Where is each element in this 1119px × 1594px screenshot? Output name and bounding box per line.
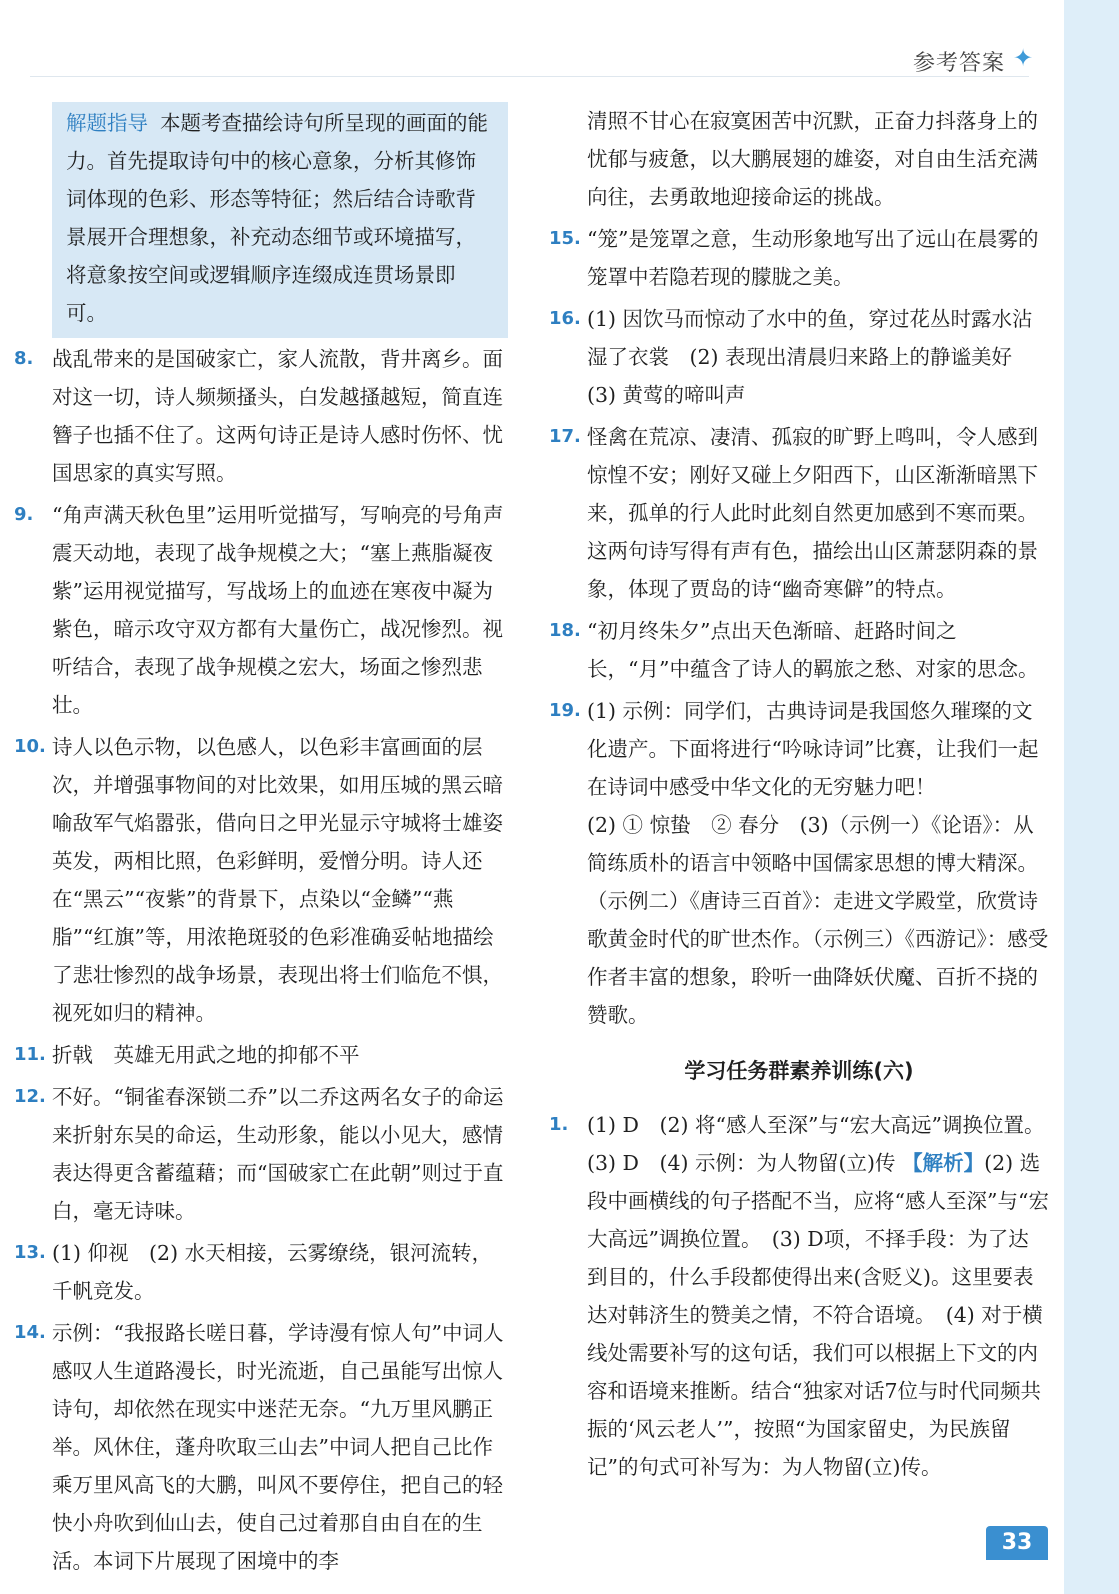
- answer-text: 战乱带来的是国破家亡，家人流散，背井离乡。面对这一切，诗人频频搔头，白发越搔越短，简直连簪子也插不住了。这两句诗正是诗人感时伤怀、忧国思家的真实写照。: [52, 347, 503, 485]
- answer-14-continuation: 清照不甘心在寂寞困苦中沉默，正奋力抖落身上的忧郁与疲惫，以大鹏展翅的雄姿，对自由生活充满向往，去勇敢地迎接命运的挑战。: [587, 109, 1038, 209]
- answer-text: 折戟 英雄无用武之地的抑郁不平: [52, 1043, 360, 1067]
- answer-item-13: [14, 1234, 508, 1310]
- answer-text: 怪禽在荒凉、凄清、孤寂的旷野上鸣叫，令人感到惊惶不安；刚好又碰上夕阳西下，山区渐渐暗黑下来，孤单的行人此时此刻自然更加感到不寒而栗。这两句诗写得有声有色，描绘出山区萧瑟阴森的景象，体现了贾岛的诗“幽奇寒僻”的特点。: [587, 425, 1038, 601]
- solution-guide-box: [52, 102, 508, 338]
- answer-text: 示例：“我报路长嗟日暮，学诗漫有惊人句”中词人感叹人生道路漫长，时光流逝，自己虽能写出惊人诗句，却依然在现实中迷茫无奈。“九万里风鹏正举。风休住，蓬舟吹取三山去”中词人把自己比作乘万里风高飞的大鹏，叫风不要停住，把自己的轻快小舟吹到仙山去，使自己过着那自由自在的生活。本词下片展现了困境中的李: [52, 1321, 504, 1573]
- analysis-text: (2) 选段中画横线的句子搭配不当，应将“感人至深”与“宏大高远”调换位置。 (3) D项，不择手段：为了达到目的，什么手段都使得出来(含贬义)。这里要表达对韩济生的赞美之情，不符合语境。 (4) 对于横线处需要补写的这句话，我们可以根据上下文的内容和语境来推断。结合“独家对话7位与时代同频共振的‘风云老人’”，按照“为国家留史，为民族留记”的句式可补写为：为人物留(立)传。: [587, 1151, 1049, 1479]
- answer-item-1: [549, 1106, 1055, 1486]
- page-number: 33: [986, 1526, 1048, 1560]
- answer-text: “笼”是笼罩之意，生动形象地写出了远山在晨雾的笼罩中若隐若现的朦胧之美。: [587, 227, 1039, 289]
- answer-number: 1.: [549, 1114, 569, 1135]
- answer-number: 10.: [14, 736, 46, 757]
- answer-number: 18.: [549, 620, 581, 641]
- answer-item-10: [14, 728, 508, 1032]
- answer-number: 16.: [549, 308, 581, 329]
- answer-number: 8.: [14, 348, 34, 369]
- answer-item-8: [14, 340, 508, 492]
- page-header-title: 参考答案: [913, 51, 1006, 76]
- solution-guide-text: 本题考查描绘诗句所呈现的画面的能力。首先提取诗句中的核心意象，分析其修饰词体现的色彩、形态等特征；然后结合诗歌背景展开合理想象，补充动态细节或环境描写，将意象按空间或逻辑顺序连缀成连贯场景即可。: [66, 111, 488, 325]
- answer-item-16: [549, 300, 1049, 414]
- answer-text: 诗人以色示物，以色感人，以色彩丰富画面的层次，并增强事物间的对比效果，如用压城的黑云暗喻敌军气焰嚣张，借向日之甲光显示守城将士雄姿英发，两相比照，色彩鲜明，爱憎分明。诗人还在“黑云”“夜紫”的背景下，点染以“金鳞”“燕脂”“红旗”等，用浓艳斑驳的色彩准确妥帖地描绘了悲壮惨烈的战争场景，表现出将士们临危不惧，视死如归的精神。: [52, 735, 503, 1025]
- answer-text: (1) 示例：同学们，古典诗词是我国悠久璀璨的文化遗产。下面将进行“吟咏诗词”比赛，让我们一起在诗词中感受中华文化的无穷魅力吧！: [587, 699, 1039, 799]
- right-column: [549, 102, 1055, 1490]
- answer-text: (1) 因饮马而惊动了水中的鱼，穿过花丛时露水沾湿了衣裳 (2) 表现出清晨归来路上的静谧美好 (3) 黄莺的啼叫声: [587, 307, 1033, 407]
- answer-number: 11.: [14, 1044, 46, 1065]
- star-icon: ✦: [1013, 44, 1034, 72]
- header-rule: [30, 76, 1029, 77]
- answer-number: 19.: [549, 700, 581, 721]
- page-edge-strip: [1064, 0, 1119, 1594]
- answer-item-12: [14, 1078, 508, 1230]
- answer-item-18: [549, 612, 1049, 688]
- answer-text: “角声满天秋色里”运用听觉描写，写响亮的号角声震天动地，表现了战争规模之大；“塞上燕脂凝夜紫”运用视觉描写，写战场上的血迹在寒夜中凝为紫色，暗示攻守双方都有大量伤亡，战况惨烈。视听结合，表现了战争规模之宏大，场面之惨烈悲壮。: [52, 503, 504, 717]
- answer-text: (1) D (2) 将“感人至深”与“宏大高远”调换位置。 (3) D (4) 示例：为人物留(立)传: [587, 1113, 1055, 1175]
- answer-number: 17.: [549, 426, 581, 447]
- answer-number: 12.: [14, 1086, 46, 1107]
- answer-number: 14.: [14, 1322, 46, 1343]
- answer-19-part2: (2) ① 惊蛰 ② 春分 (3)（示例一）《论语》：从简练质朴的语言中领略中国儒家思想的博大精深。（示例二）《唐诗三百首》：走进文学殿堂，欣赏诗歌黄金时代的旷世杰作。（示例三）《西游记》：感受作者丰富的想象，聆听一曲降妖伏魔、百折不挠的赞歌。: [587, 813, 1049, 1027]
- answer-item-15: [549, 220, 1049, 296]
- answer-text: 不好。“铜雀春深锁二乔”以二乔这两名女子的命运来折射东吴的命运，生动形象，能以小见大，感情表达得更含蓄蕴藉；而“国破家亡在此朝”则过于直白，毫无诗味。: [52, 1085, 504, 1223]
- answer-number: 13.: [14, 1242, 46, 1263]
- answer-number: 15.: [549, 228, 581, 249]
- solution-guide-label: 解题指导: [66, 111, 148, 135]
- left-column: [14, 102, 508, 1584]
- answer-item-11: [14, 1036, 508, 1074]
- answer-text: “初月终朱夕”点出天色渐暗、赶路时间之长，“月”中蕴含了诗人的羁旅之愁、对家的思念。: [587, 619, 1039, 681]
- answer-item-14: [14, 1314, 508, 1580]
- answer-item-17: [549, 418, 1049, 608]
- answer-item-19: [549, 692, 1049, 806]
- answer-number: 9.: [14, 504, 34, 525]
- analysis-label: 【解析】: [902, 1151, 985, 1175]
- answer-item-9: [14, 496, 508, 724]
- section-heading: 学习任务群素养训练(六): [684, 1059, 914, 1083]
- answer-text: (1) 仰视 (2) 水天相接，云雾缭绕，银河流转，千帆竞发。: [52, 1241, 493, 1303]
